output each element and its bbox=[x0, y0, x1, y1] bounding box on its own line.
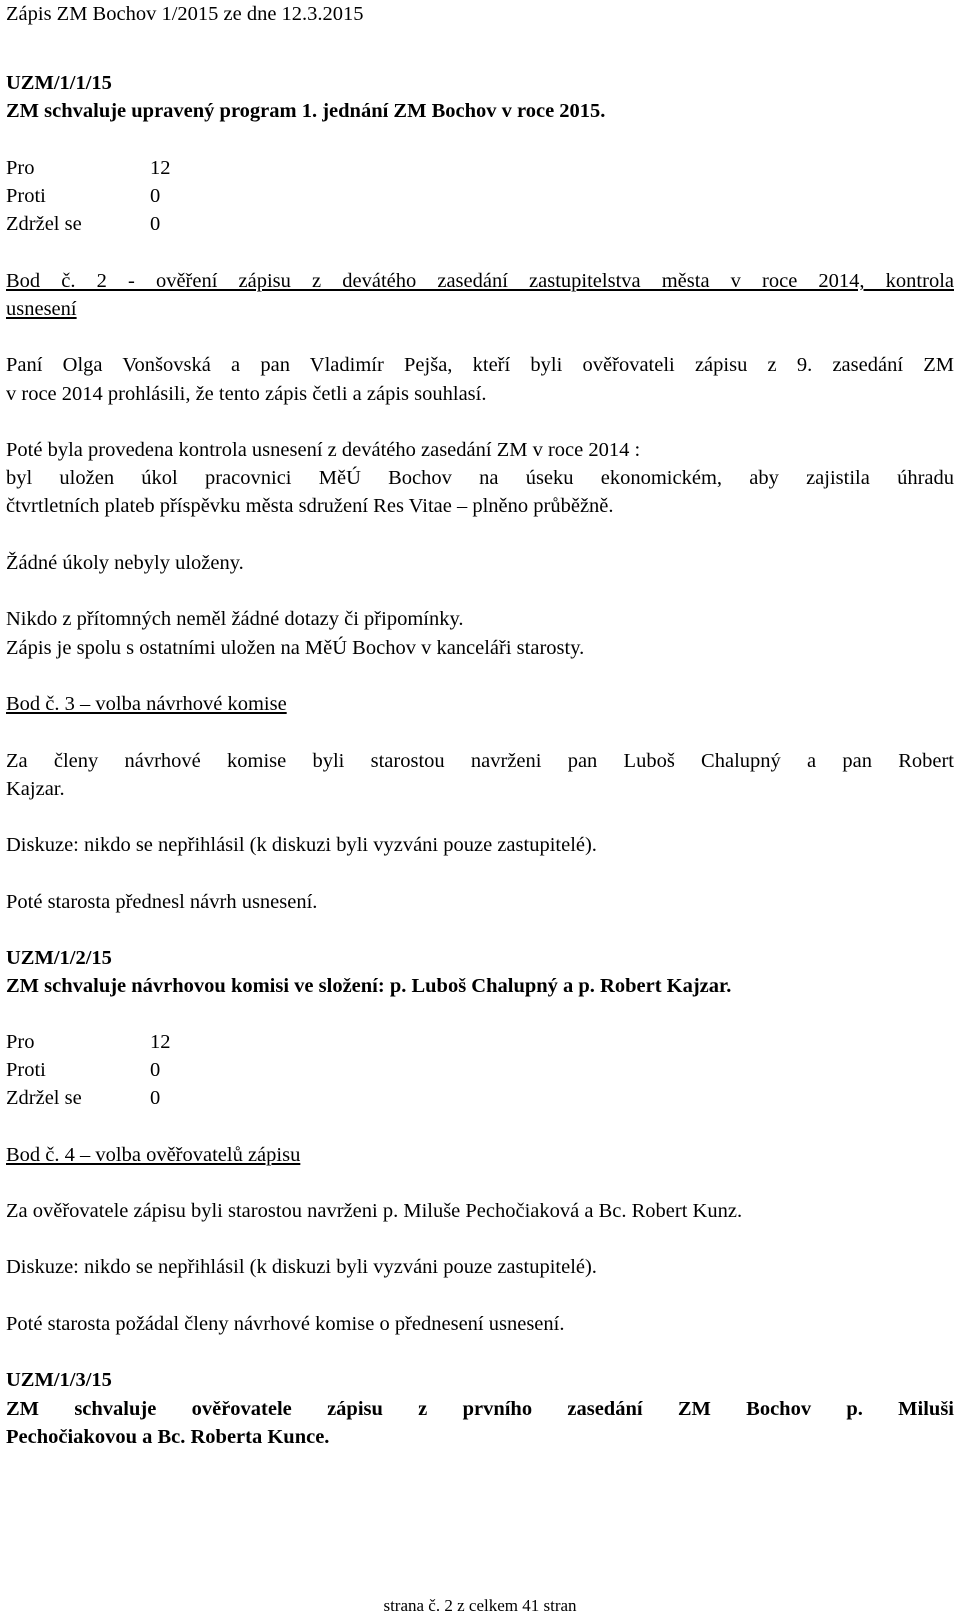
page-number-footer: strana č. 2 z celkem 41 stran bbox=[383, 1596, 577, 1615]
vote-label: Zdržel se bbox=[6, 1087, 82, 1109]
paragraph: Kajzar. bbox=[6, 778, 65, 800]
resolution-text: ZM schvaluje návrhovou komisi ve složení: p. Luboš Chalupný a p. Robert Kajzar. bbox=[6, 975, 732, 997]
resolution-code: UZM/1/1/15 bbox=[6, 72, 112, 94]
vote-label: Pro bbox=[6, 1031, 35, 1053]
paragraph: Nikdo z přítomných neměl žádné dotazy či připomínky. bbox=[6, 608, 464, 630]
paragraph: Diskuze: nikdo se nepřihlásil (k diskuzi byli vyzváni pouze zastupitelé). bbox=[6, 1256, 597, 1278]
vote-value: 0 bbox=[150, 185, 161, 207]
section-heading-cont: usnesení bbox=[6, 298, 77, 320]
paragraph: byl uložen úkol pracovnici MěÚ Bochov na úseku ekonomickém, aby zajistila úhradu bbox=[6, 467, 954, 489]
paragraph: Poté byla provedena kontrola usnesení z devátého zasedání ZM v roce 2014 : bbox=[6, 439, 641, 461]
paragraph: Poté starosta přednesl návrh usnesení. bbox=[6, 891, 318, 913]
paragraph: Žádné úkoly nebyly uloženy. bbox=[6, 552, 244, 574]
paragraph: Poté starosta požádal členy návrhové komise o přednesení usnesení. bbox=[6, 1313, 565, 1335]
vote-against bbox=[6, 184, 160, 208]
paragraph: Za ověřovatele zápisu byli starostou navrženi p. Miluše Pechočiaková a Bc. Robert Kunz. bbox=[6, 1200, 743, 1222]
vote-label: Pro bbox=[6, 157, 35, 179]
resolution-code: UZM/1/2/15 bbox=[6, 947, 112, 969]
paragraph: čtvrtletních plateb příspěvku města sdružení Res Vitae – plněno průběžně. bbox=[6, 495, 614, 517]
vote-against bbox=[6, 1058, 160, 1082]
vote-value: 12 bbox=[150, 1031, 171, 1053]
resolution-text: ZM schvaluje upravený program 1. jednání ZM Bochov v roce 2015. bbox=[6, 100, 606, 122]
vote-value: 0 bbox=[150, 213, 161, 235]
section-heading: Bod č. 2 - ověření zápisu z devátého zasedání zastupitelstva města v roce 2014, kontrola bbox=[6, 270, 954, 292]
vote-label: Proti bbox=[6, 185, 46, 207]
paragraph: Zápis je spolu s ostatními uložen na MěÚ Bochov v kanceláři starosty. bbox=[6, 637, 585, 659]
section-heading: Bod č. 3 – volba návrhové komise bbox=[6, 693, 287, 715]
vote-label: Zdržel se bbox=[6, 213, 82, 235]
resolution-text-cont: Pechočiakovou a Bc. Roberta Kunce. bbox=[6, 1426, 330, 1448]
vote-label: Proti bbox=[6, 1059, 46, 1081]
paragraph: Paní Olga Vonšovská a pan Vladimír Pejša, kteří byli ověřovateli zápisu z 9. zasedání ZM bbox=[6, 354, 954, 376]
vote-value: 12 bbox=[150, 157, 171, 179]
vote-value: 0 bbox=[150, 1059, 161, 1081]
section-heading: Bod č. 4 – volba ověřovatelů zápisu bbox=[6, 1144, 301, 1166]
vote-for bbox=[6, 1030, 171, 1054]
vote-abstain bbox=[6, 212, 160, 236]
vote-value: 0 bbox=[150, 1087, 161, 1109]
paragraph: v roce 2014 prohlásili, že tento zápis četli a zápis souhlasí. bbox=[6, 383, 487, 405]
paragraph: Diskuze: nikdo se nepřihlásil (k diskuzi byli vyzváni pouze zastupitelé). bbox=[6, 834, 597, 856]
vote-for bbox=[6, 156, 171, 180]
paragraph: Za členy návrhové komise byli starostou navrženi pan Luboš Chalupný a pan Robert bbox=[6, 750, 954, 772]
vote-abstain bbox=[6, 1086, 160, 1110]
document-header: Zápis ZM Bochov 1/2015 ze dne 12.3.2015 bbox=[6, 3, 364, 25]
resolution-code: UZM/1/3/15 bbox=[6, 1369, 112, 1391]
resolution-text: ZM schvaluje ověřovatele zápisu z prvního zasedání ZM Bochov p. Miluši bbox=[6, 1398, 954, 1420]
